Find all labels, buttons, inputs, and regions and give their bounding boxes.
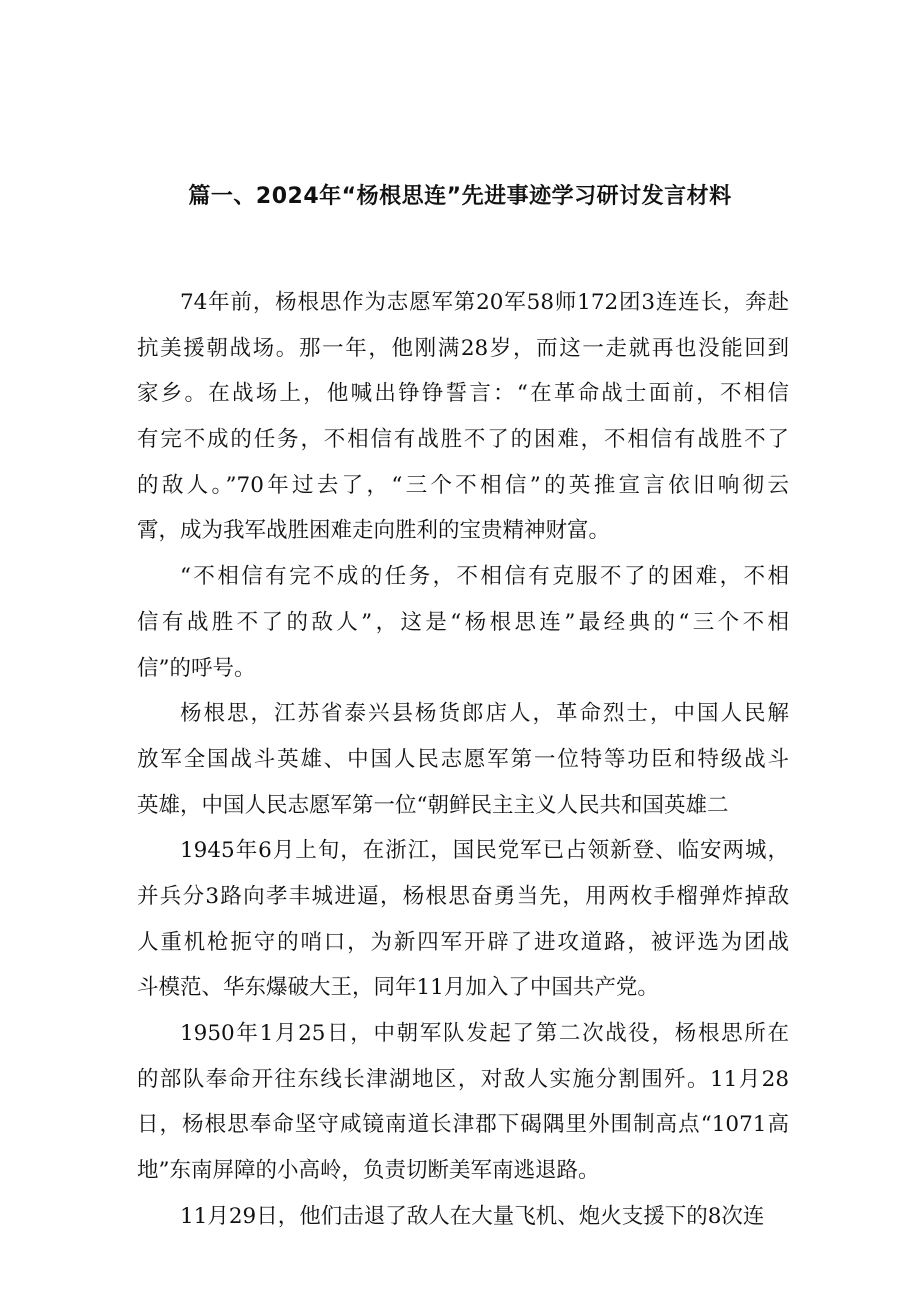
text-line: 抗美援朝战场。那一年，他刚满28岁，而这一走就再也没能回到 bbox=[137, 335, 789, 361]
text-line: 家乡。在战场上，他喊出铮铮誓言：“在革命战士面前，不相信 bbox=[137, 381, 789, 407]
paragraph bbox=[137, 1194, 789, 1240]
paragraph bbox=[137, 1011, 789, 1194]
text-line: 人重机枪扼守的哨口，为新四军开辟了进攻道路，被评选为团战 bbox=[137, 929, 789, 955]
text-line: 的部队奉命开往东线长津湖地区，对敌人实施分割围歼。11月28 bbox=[137, 1066, 789, 1092]
text-line: 的敌人。”70年过去了，“三个不相信”的英推宣言依旧响彻云 bbox=[137, 472, 789, 498]
text-line: 英雄，中国人民志愿军第一位“朝鲜民主主义人民共和国英雄二 bbox=[137, 792, 729, 818]
document-title: 篇一、2024年“杨根思连”先进事迹学习研讨发言材料 bbox=[188, 184, 732, 209]
paragraph bbox=[137, 554, 789, 691]
paragraph bbox=[137, 280, 789, 554]
text-line: 地”东南屏障的小高岭，负责切断美军南逃退路。 bbox=[137, 1158, 600, 1184]
text-line: 信”的呼号。 bbox=[137, 655, 256, 681]
text-line: 1950年1月25日，中朝军队发起了第二次战役，杨根思所在 bbox=[180, 1021, 789, 1046]
paragraph bbox=[137, 828, 789, 1011]
text-line: 并兵分3路向孝丰城进逼，杨根思奋勇当先，用两枚手榴弹炸掉敌 bbox=[137, 883, 789, 909]
text-line: 杨根思，江苏省泰兴县杨货郎店人，革命烈士，中国人民解 bbox=[180, 701, 789, 727]
text-line: 11月29日，他们击退了敌人在大量飞机、炮火支援下的8次连 bbox=[180, 1203, 765, 1229]
text-line: 1945年6月上旬，在浙江，国民党军已占领新登、临安两城， bbox=[180, 838, 789, 864]
paragraph bbox=[137, 691, 789, 828]
text-line: 信有战胜不了的敌人”，这是“杨根思连”最经典的“三个不相 bbox=[137, 609, 789, 635]
text-line: 有完不成的任务，不相信有战胜不了的困难，不相信有战胜不了 bbox=[137, 427, 789, 453]
document-body bbox=[137, 280, 789, 1239]
text-line: 日，杨根思奉命坚守咸镜南道长津郡下碣隅里外围制高点“1071高 bbox=[137, 1112, 789, 1138]
text-line: 斗模范、华东爆破大王，同年11月加入了中国共产党。 bbox=[137, 975, 659, 1001]
text-line: 霄，成为我军战胜困难走向胜利的宝贵精神财富。 bbox=[137, 518, 611, 544]
text-line: 74年前，杨根思作为志愿军第20军58师172团3连连长，奔赴 bbox=[180, 290, 789, 315]
text-line: 放军全国战斗英雄、中国人民志愿军第一位特等功臣和特级战斗 bbox=[137, 746, 789, 772]
text-line: “不相信有完不成的任务，不相信有克服不了的困难，不相 bbox=[180, 564, 789, 590]
